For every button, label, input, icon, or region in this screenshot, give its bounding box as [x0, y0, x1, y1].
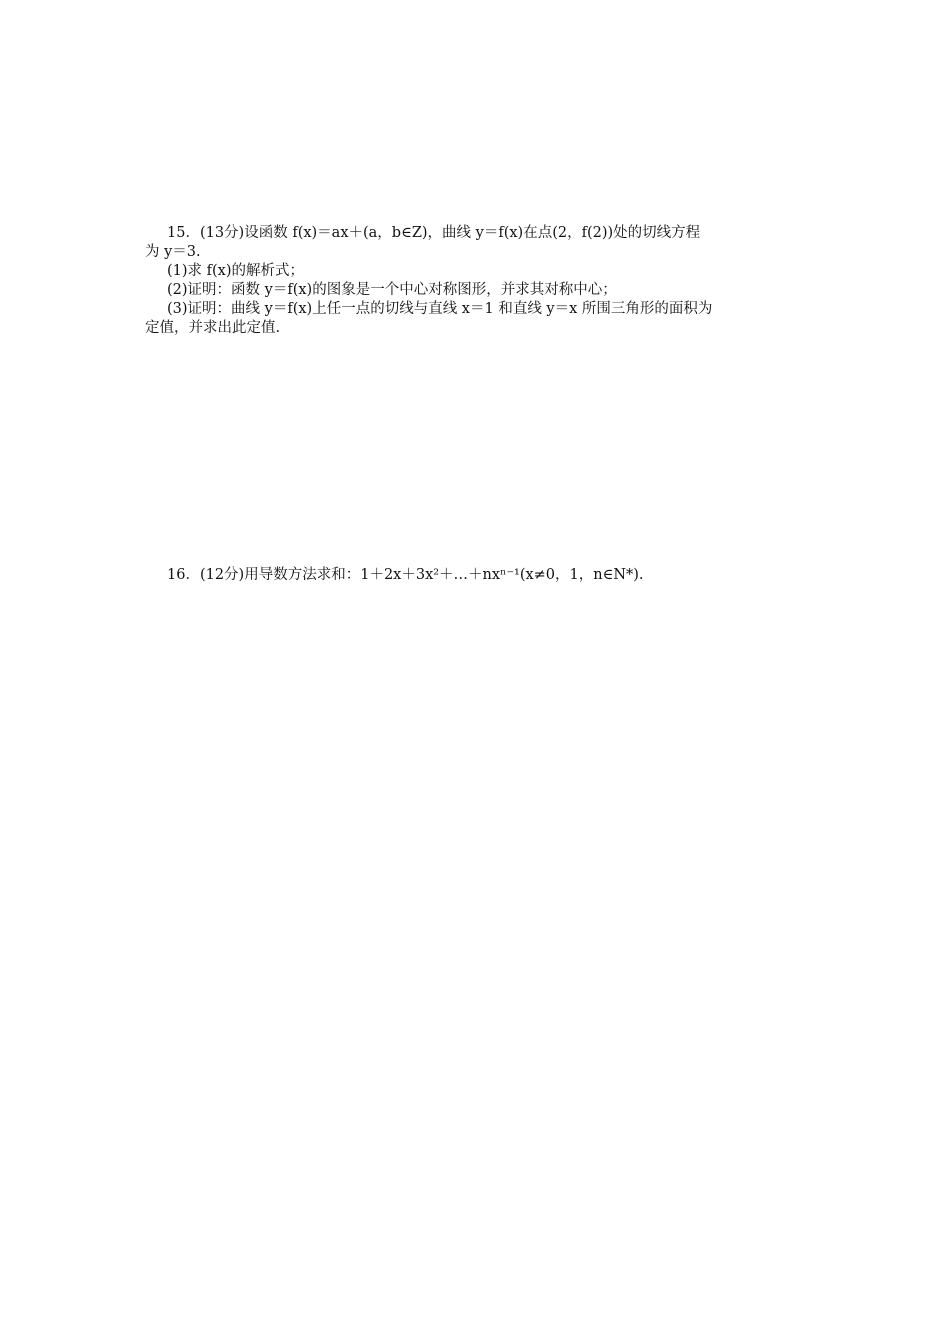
problem-16-statement: 16．(12分)用导数方法求和：1＋2x＋3x²＋…＋nxⁿ⁻¹(x≠0，1，n∈N*).	[167, 567, 644, 583]
problem-15-part-1: (1)求 f(x)的解析式；	[167, 263, 305, 279]
problem-15-statement-cont: 为 y＝3.	[145, 244, 201, 260]
problem-16	[145, 566, 813, 585]
problem-15-part-2: (2)证明：函数 y＝f(x)的图象是一个中心对称图形，并求其对称中心；	[167, 282, 617, 298]
problem-15-part-3-cont: 定值，并求出此定值.	[145, 320, 281, 336]
problem-15-part-3: (3)证明：曲线 y＝f(x)上任一点的切线与直线 x＝1 和直线 y＝x 所围三角形的面积为	[167, 301, 713, 317]
problem-15-statement: 15．(13分)设函数 f(x)＝ax＋(a，b∈Z)，曲线 y＝f(x)在点(2，f(2))处的切线方程	[167, 225, 701, 241]
problem-15	[145, 224, 813, 338]
